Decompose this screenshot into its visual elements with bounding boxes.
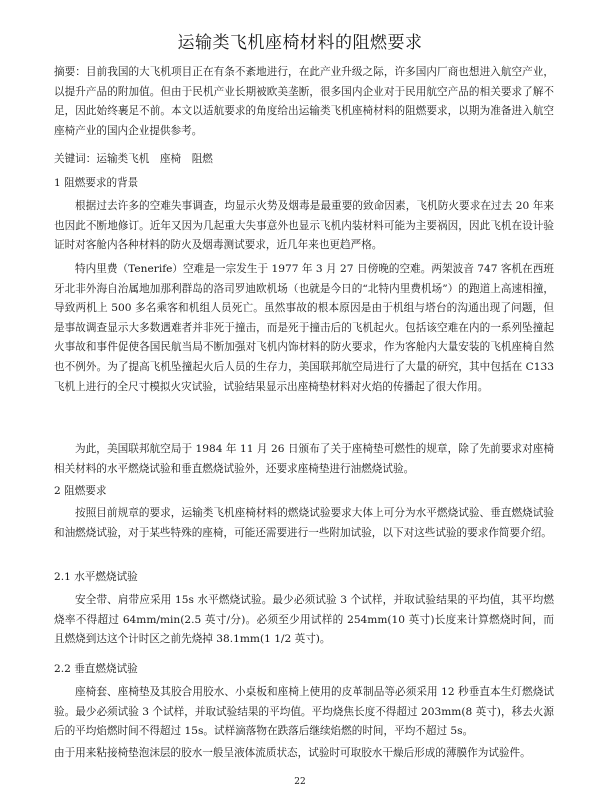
section-1-paragraph-3: 为此，美国联邦航空局于 1984 年 11 月 26 日颁布了关于座椅垫可燃性的规章，除了先前要求对座椅相关材料的水平燃烧试验和垂直燃烧试验外，还要求座椅垫进行油燃烧试验。 (54, 443, 554, 475)
abstract: 摘要：目前我国的大飞机项目正在有条不紊地进行，在此产业升级之际，许多国内厂商也想进入航空产业，以提升产品的附加值。但由于民机产业长期被欧美垄断，很多国内企业对于民用航空产品的相关要求了解不足，因此始终裹足不前。本文以适航要求的角度给出运输类飞机座椅材料的阻燃要求，以期为准备进入航空座椅产业的国内企业提供参考。 (54, 66, 554, 137)
section-1-paragraph-1: 根据过去许多的空难失事调查，均显示火势及烟毒是最重要的致命因素，飞机防火要求在过去 20 年来也因此不断地修订。近年又因为几起重大失事意外也显示飞机内装材料可能为主要祸因，因此飞机在设计验证时对客舱内各种材料的防火及烟毒测试要求，近几年来也更趋严格。 (54, 200, 554, 252)
section-2-2-paragraph-1: 座椅套、座椅垫及其胶合用胶水、小桌板和座椅上使用的皮革制品等必须采用 12 秒垂直本生灯燃烧试验。最少必须试验 3 个试样，并取试验结果的平均值。平均烧焦长度不得超过 203mm(8 英寸)，移去火源后的平均焰燃时间不得超过 15s。试样滴落物在跌落后继续焰燃的时间，平均不超过 5s。 (54, 686, 554, 738)
section-1-paragraph-2: 特内里费（Tenerife）空难是一宗发生于 1977 年 3 月 27 日傍晚的空难。两架波音 747 客机在西班牙北非外海自治属地加那利群岛的洛司罗迪欧机场（也就是今日的“北特内里费机场”）的跑道上高速相撞，导致两机上 500 多名乘客和机组人员死亡。虽然事故的根本原因是由于机组与塔台的沟通出现了问题，但是事故调查显示大多数遇难者并非死于撞击，而是死于撞击后的飞机起火。包括该空难在内的一系列坠撞起火事故和事件促使各国民航当局不断加强对飞机内饰材料的防火要求，作为客舱内大量安装的飞机座椅自然也不例外。为了提高飞机坠撞起火后人员的生存力，美国联邦航空局进行了大量的研究，其中包括在 C133 飞机上进行的全尺寸模拟火灾试验，试验结果显示出座椅垫材料对火焰的传播起了很大作用。 (54, 263, 554, 393)
page-number: 22 (294, 777, 306, 787)
section-2-1-heading: 2.1 水平燃烧试验 (54, 571, 138, 583)
section-2-heading: 2 阻燃要求 (54, 485, 107, 497)
section-2-2-paragraph-2: 由于用来粘接椅垫泡沫层的胶水一般呈液体流质状态，试验时可取胶水干燥后形成的薄膜作为试验件。 (54, 747, 531, 759)
keywords: 关键词：运输类飞机 座椅 阻燃 (54, 153, 213, 165)
section-2-paragraph-1: 按照目前规章的要求，运输类飞机座椅材料的燃烧试验要求大体上可分为水平燃烧试验、垂直燃烧试验和油燃烧试验，对于某些特殊的座椅，可能还需要进行一些附加试验，以下对这些试验的要求作简要介绍。 (54, 507, 554, 539)
section-2-2-heading: 2.2 垂直燃烧试验 (54, 663, 138, 675)
paper-title: 运输类飞机座椅材料的阻燃要求 (177, 33, 423, 53)
section-2-1-paragraph: 安全带、肩带应采用 15s 水平燃烧试验。最少必须试验 3 个试样，并取试验结果的平均值，其平均燃烧率不得超过 64mm/min(2.5 英寸/分)。必须至少用试样的 254mm(10 英寸)长度来计算燃烧时间，而且燃烧到达这个计时区之前先烧掉 38.1mm(1 1/2 英寸)。 (54, 594, 554, 646)
section-1-heading: 1 阻燃要求的背景 (54, 177, 139, 189)
